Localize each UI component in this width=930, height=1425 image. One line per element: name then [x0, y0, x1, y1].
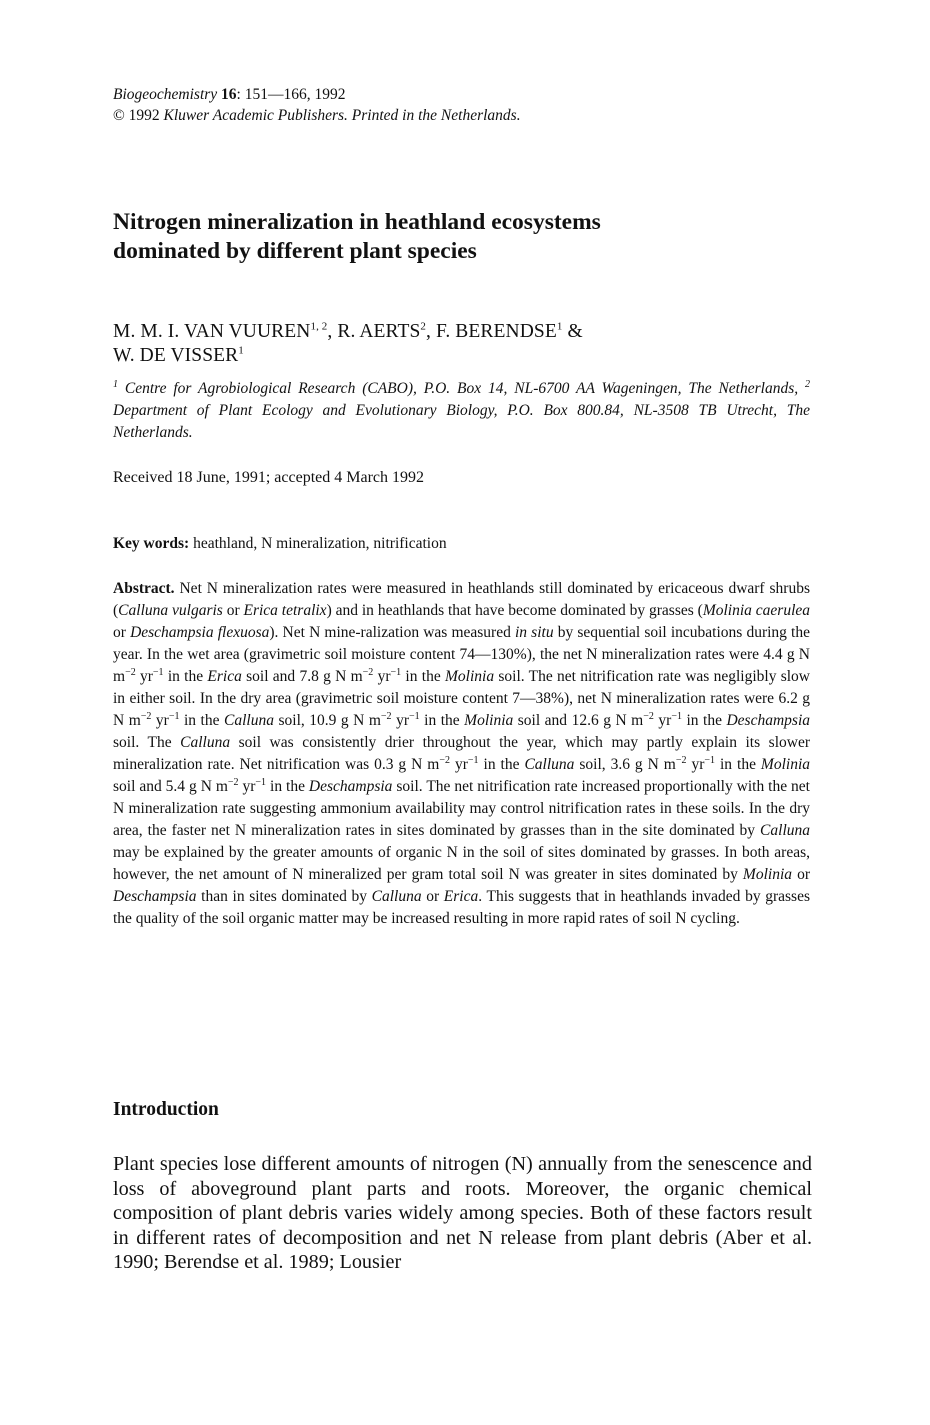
abstract-text: soil, 10.9 g N m: [273, 712, 381, 729]
copyright-year: © 1992: [113, 107, 164, 124]
abstract: [113, 578, 810, 930]
abstract-species: Deschampsia: [726, 712, 811, 729]
abstract-species: Calluna: [524, 756, 575, 773]
abstract-species: Molinia: [464, 712, 514, 729]
affil-marker-2: 2: [805, 378, 810, 390]
abstract-text: in the: [266, 778, 309, 795]
volume-number: 16: [217, 86, 237, 103]
exponent: −2: [140, 710, 152, 722]
exponent: −1: [409, 710, 420, 722]
abstract-text: in the: [478, 756, 525, 773]
abstract-text: soil. The net nitrification rate increased proportionally with the net N mineralization rate suggesting ammonium availability may control nitrification rates in these soils. In the dry area, the faster net N mineralization rates in sites dominated by grasses than in the site dominated by: [113, 778, 810, 839]
abstract-text: ). Net N mine-ralization was measured: [269, 624, 515, 641]
abstract-species: Molinia: [760, 756, 811, 773]
author-ampersand: &: [562, 321, 583, 342]
abstract-text: yr: [391, 712, 409, 729]
abstract-text: or: [222, 602, 244, 619]
abstract-text: soil. The: [113, 734, 181, 751]
pages-year: : 151—166, 1992: [236, 86, 346, 103]
abstract-term: in situ: [514, 624, 554, 641]
exponent: −2: [227, 776, 239, 788]
exponent: −2: [675, 754, 687, 766]
abstract-text: or: [792, 866, 810, 883]
exponent: −1: [168, 710, 180, 722]
affiliations: [113, 378, 810, 444]
title-line-2: dominated by different plant species: [113, 238, 477, 264]
abstract-text: in the: [401, 668, 445, 685]
abstract-text: yr: [653, 712, 672, 729]
exponent: −2: [380, 710, 392, 722]
abstract-species: Calluna vulgaris: [118, 602, 223, 619]
journal-header: [113, 84, 521, 126]
keywords-text: heathland, N mineralization, nitrification: [189, 535, 447, 552]
exponent: −2: [643, 710, 654, 722]
author-3-affil: 1: [556, 320, 563, 333]
author-1: M. M. I. VAN VUUREN: [113, 321, 311, 342]
abstract-species: Deschampsia: [308, 778, 393, 795]
abstract-text: Net N mineralization rates were measured in heathlands still dominated by ericaceous dwarf shrubs (: [113, 580, 810, 619]
abstract-text: may be explained by the greater amounts of organic N in the soil of sites dominated by grasses. In both areas, however, the net amount of N mineralized per gram total soil N was greater in sites dominated by: [113, 844, 810, 883]
exponent: −1: [390, 666, 402, 678]
abstract-species: Calluna: [371, 888, 422, 905]
keywords-label: Key words:: [113, 535, 190, 552]
received-date: Received 18 June, 1991; accepted 4 March 1992: [113, 469, 425, 486]
abstract-species: Calluna: [760, 822, 810, 839]
publisher: Kluwer Academic Publishers. Printed in the Netherlands.: [163, 107, 521, 124]
author-list: [113, 320, 813, 368]
introduction-paragraph: Plant species lose different amounts of nitrogen (N) annually from the senescence and loss of aboveground plant parts and roots. Moreover, the organic chemical composition of plant debris varies widely among species. Both of these factors result in different rates of decomposition and net N release from plant debris (Aber et al. 1990; Berendse et al. 1989; Lousier: [113, 1153, 812, 1273]
exponent: −2: [439, 754, 451, 766]
abstract-text: or: [113, 624, 131, 641]
abstract-text: yr: [450, 756, 468, 773]
author-2-affil: 2: [420, 320, 427, 333]
abstract-text: yr: [238, 778, 256, 795]
abstract-text: yr: [686, 756, 705, 773]
affil-marker-1: 1: [113, 378, 118, 390]
abstract-text: yr: [373, 668, 391, 685]
abstract-text: soil and 7.8 g N m: [241, 668, 363, 685]
abstract-text: in the: [163, 668, 208, 685]
paper-title: [113, 208, 813, 266]
copyright-line: [113, 105, 521, 126]
abstract-label: Abstract.: [113, 580, 175, 597]
affiliation-2: Department of Plant Ecology and Evolutionary Biology, P.O. Box 800.84, NL-3508 TB Utrecht, The Netherlands.: [113, 402, 810, 441]
abstract-species: Erica: [443, 888, 479, 905]
exponent: −1: [255, 776, 267, 788]
exponent: −1: [704, 754, 716, 766]
affiliation-1: Centre for Agrobiological Research (CABO), P.O. Box 14, NL-6700 AA Wageningen, The Netherlands,: [118, 380, 805, 397]
exponent: −1: [671, 710, 682, 722]
abstract-text: soil, 3.6 g N m: [574, 756, 676, 773]
abstract-species: Molinia: [445, 668, 495, 685]
abstract-text: soil was consistently drier throughout the year, which may partly explain its slower mineralization rate. Net nitrification was 0.3 g N m: [113, 734, 810, 773]
abstract-text: soil. The net nitrification rate was negligibly slow in either soil. In the dry area (gravimetric soil moisture content 7—38%), net N mineralization rates were 6.2 g N m: [113, 668, 811, 729]
journal-name: Biogeochemistry: [113, 86, 218, 103]
abstract-species: Deschampsia: [113, 888, 197, 905]
abstract-text: yr: [135, 668, 153, 685]
abstract-text: ) and in heathlands that have become dominated by grasses (: [326, 602, 703, 619]
exponent: −2: [125, 666, 136, 678]
abstract-species: Molinia caerulea: [702, 602, 810, 619]
keywords: [113, 533, 447, 555]
abstract-species: Erica: [207, 668, 242, 685]
abstract-text: in the: [179, 712, 225, 729]
exponent: −1: [467, 754, 479, 766]
abstract-text: than in sites dominated by: [196, 888, 372, 905]
section-heading-introduction: Introduction: [113, 1099, 219, 1120]
abstract-text: in the: [419, 712, 465, 729]
abstract-text: by sequential soil incubations during the year. In the wet area (gravimetric soil moisture content 74—130%), the net N mineralization rates were 4.4 g N m: [113, 624, 810, 685]
author-1-affil: 1, 2: [310, 320, 328, 333]
abstract-text: or: [421, 888, 444, 905]
exponent: −1: [152, 666, 164, 678]
title-line-1: Nitrogen mineralization in heathland ecosystems: [113, 209, 601, 235]
abstract-text: soil and 5.4 g N m: [113, 778, 228, 795]
abstract-species: Calluna: [224, 712, 274, 729]
author-2: , R. AERTS: [327, 321, 421, 342]
abstract-text: in the: [681, 712, 727, 729]
abstract-species: Erica tetralix: [243, 602, 327, 619]
abstract-species: Molinia: [742, 866, 793, 883]
abstract-species: Deschampsia flexuosa: [130, 624, 270, 641]
citation-line: [113, 84, 521, 105]
abstract-text: . This suggests that in heathlands invaded by grasses the quality of the soil organic matter may be increased resulting in more rapid rates of soil N cycling.: [113, 888, 810, 927]
author-4: W. DE VISSER: [113, 345, 239, 366]
abstract-text: in the: [715, 756, 761, 773]
exponent: −2: [362, 666, 374, 678]
author-4-affil: 1: [238, 344, 244, 357]
abstract-species: Calluna: [180, 734, 231, 751]
author-3: , F. BERENDSE: [426, 321, 557, 342]
abstract-text: yr: [151, 712, 169, 729]
abstract-text: soil and 12.6 g N m: [513, 712, 644, 729]
